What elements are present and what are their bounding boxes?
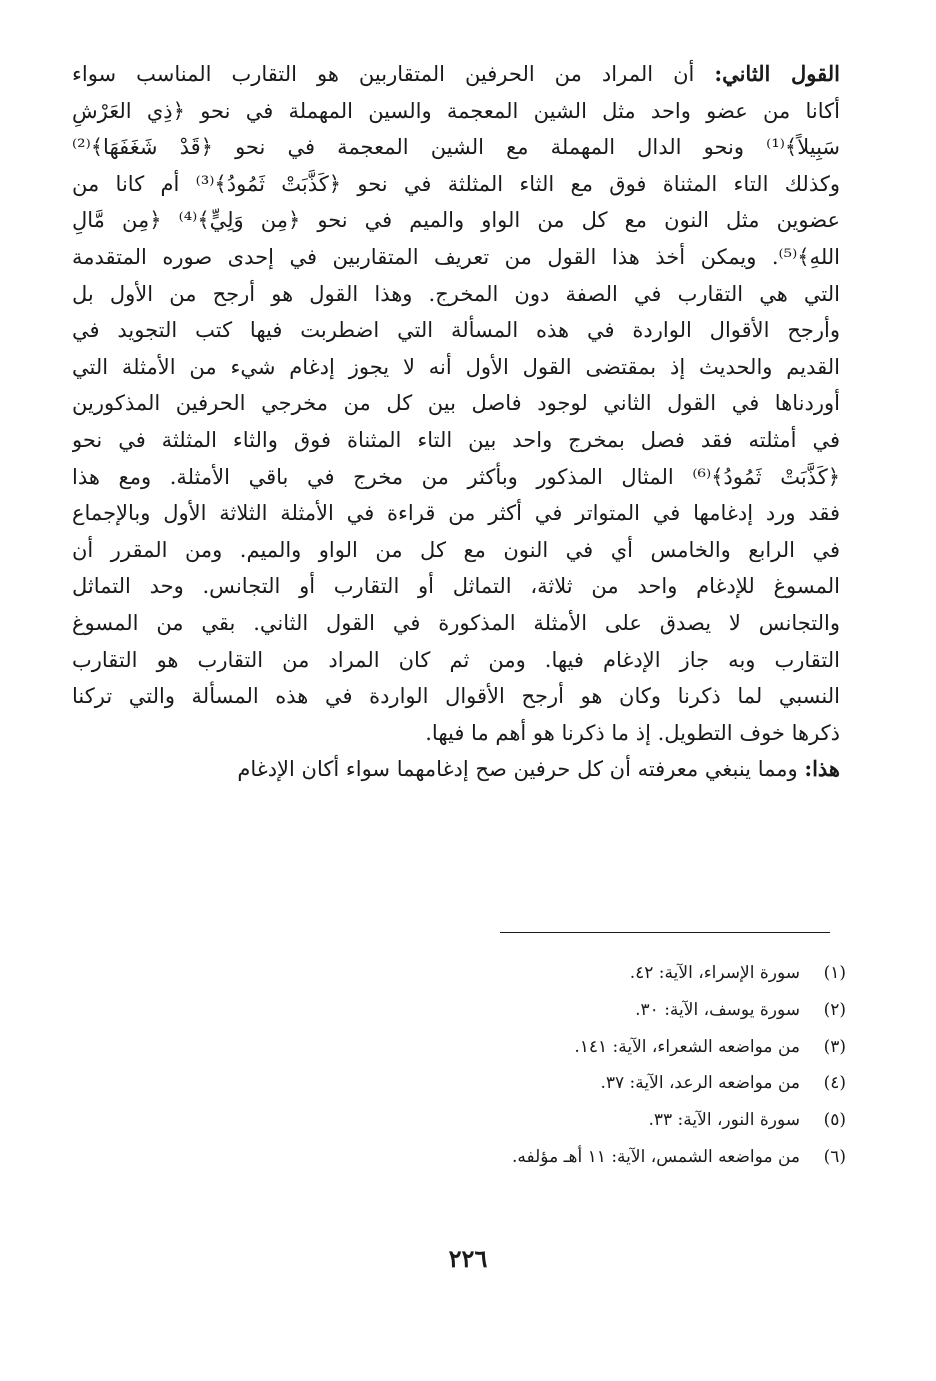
text-line: التقارب وبه جاز الإدغام فيها. ومن ثم كان المراد من التقارب هو التقارب	[72, 647, 840, 672]
footnote	[386, 992, 846, 1029]
footnote-text: من مواضعه الشمس، الآية: ١١ أهـ مؤلفه.	[511, 1146, 800, 1167]
footnote-number: (٣)	[823, 1036, 846, 1057]
footnote	[386, 1029, 846, 1066]
text-line-content: ومما ينبغي معرفته أن كل حرفين صح إدغامهما سواء أكان الإدغام	[237, 757, 805, 782]
footnote-number: (١)	[823, 963, 846, 983]
text-line: وكذلك التاء المثناة فوق مع الثاء المثلثة في نحو ﴿كَذَّبَتْ ثَمُودُ﴾⁽³⁾ أم كانا من	[72, 171, 840, 196]
text-line: والتجانس لا يصدق على الأمثلة المذكورة في القول الثاني. بقي من المسوغ	[72, 610, 840, 635]
text-line: التي هي التقارب في الصفة دون المخرج. وهذا القول هو أرجح من الأول بل	[72, 281, 840, 306]
footnote-separator	[500, 932, 830, 933]
footnote	[386, 1102, 846, 1139]
text-line: فقد ورد إدغامها في المتواتر في أكثر من قراءة في الأمثلة الثلاثة الأول وبالإجماع	[72, 501, 840, 526]
text-line: القديم والحديث إذ بمقتضى القول الأول أنه لا يجوز إدغام شيء من الأمثلة التي	[72, 354, 840, 379]
text-line: النسبي لما ذكرنا وكان هو أرجح الأقوال الواردة في هذه المسألة والتي تركنا	[72, 684, 840, 709]
footnote-number: (٤)	[823, 1073, 846, 1094]
page-number: ٢٢٦	[448, 1244, 488, 1273]
footnote-text: من مواضعه الشعراء، الآية: ١٤١.	[574, 1036, 800, 1057]
text-line: أوردناها في القول الثاني لوجود فاصل بين كل من مخرجي الحرفين المذكورين	[72, 391, 840, 416]
text-line: وأرجح الأقوال الواردة في هذه المسألة التي اضطربت فيها كتب التجويد في	[72, 318, 840, 343]
text-line: اللهِ﴾⁽⁵⁾. ويمكن أخذ هذا القول من تعريف المتقاربين في إحدى صوره المتقدمة	[72, 244, 840, 269]
text-line: أكانا من عضو واحد مثل الشين المعجمة والسين المهملة في نحو ﴿ذِي العَرْشِ	[72, 98, 840, 123]
text-line-content: أن المراد من الحرفين المتقاربين هو التقارب المناسب سواء	[72, 62, 715, 86]
footnote-text: من مواضعه الرعد، الآية: ٣٧.	[600, 1073, 800, 1094]
footnote	[386, 1139, 846, 1176]
text-line	[72, 56, 840, 93]
text-line: المسوغ للإدغام واحد من ثلاثة، التماثل أو التقارب أو التجانس. وحد التماثل	[72, 574, 840, 599]
footnote-number: (٥)	[823, 1110, 846, 1131]
footnote	[386, 955, 846, 992]
paragraph-lead-label: هذا:	[804, 756, 840, 782]
footnotes-list	[386, 955, 846, 1176]
text-line: ﴿كَذَّبَتْ ثَمُودُ﴾⁽⁶⁾ المثال المذكور وبأكثر من مخرج في باقي الأمثلة. ومع هذا	[72, 464, 840, 489]
footnote	[386, 1065, 846, 1102]
section-lead-label: القول الثاني:	[714, 61, 840, 86]
footnote-number: (٦)	[823, 1146, 846, 1167]
text-line: سَبِيلاً﴾⁽¹⁾ ونحو الدال المهملة مع الشين المعجمة في نحو ﴿قَدْ شَغَفَهَا﴾⁽²⁾	[72, 135, 840, 160]
footnote-text: سورة الإسراء، الآية: ٤٢.	[629, 963, 800, 983]
text-line: عضوين مثل النون مع كل من الواو والميم في نحو ﴿مِن وَلِيٍّ﴾⁽⁴⁾ ﴿مِن مَّالِ	[72, 208, 840, 233]
text-line: في الرابع والخامس أي في النون مع كل من الواو والميم. ومن المقرر أن	[72, 537, 840, 562]
footnote-number: (٢)	[823, 999, 846, 1020]
body-text	[72, 56, 840, 788]
footnote-text: سورة النور، الآية: ٣٣.	[648, 1110, 800, 1131]
text-line	[72, 751, 840, 788]
text-line: في أمثلته فقد فصل بمخرج واحد بين التاء المثناة فوق والثاء المثلثة في نحو	[72, 427, 840, 452]
text-line: ذكرها خوف التطويل. إذ ما ذكرنا هو أهم ما فيها.	[425, 720, 840, 745]
footnote-text: سورة يوسف، الآية: ٣٠.	[635, 999, 800, 1020]
